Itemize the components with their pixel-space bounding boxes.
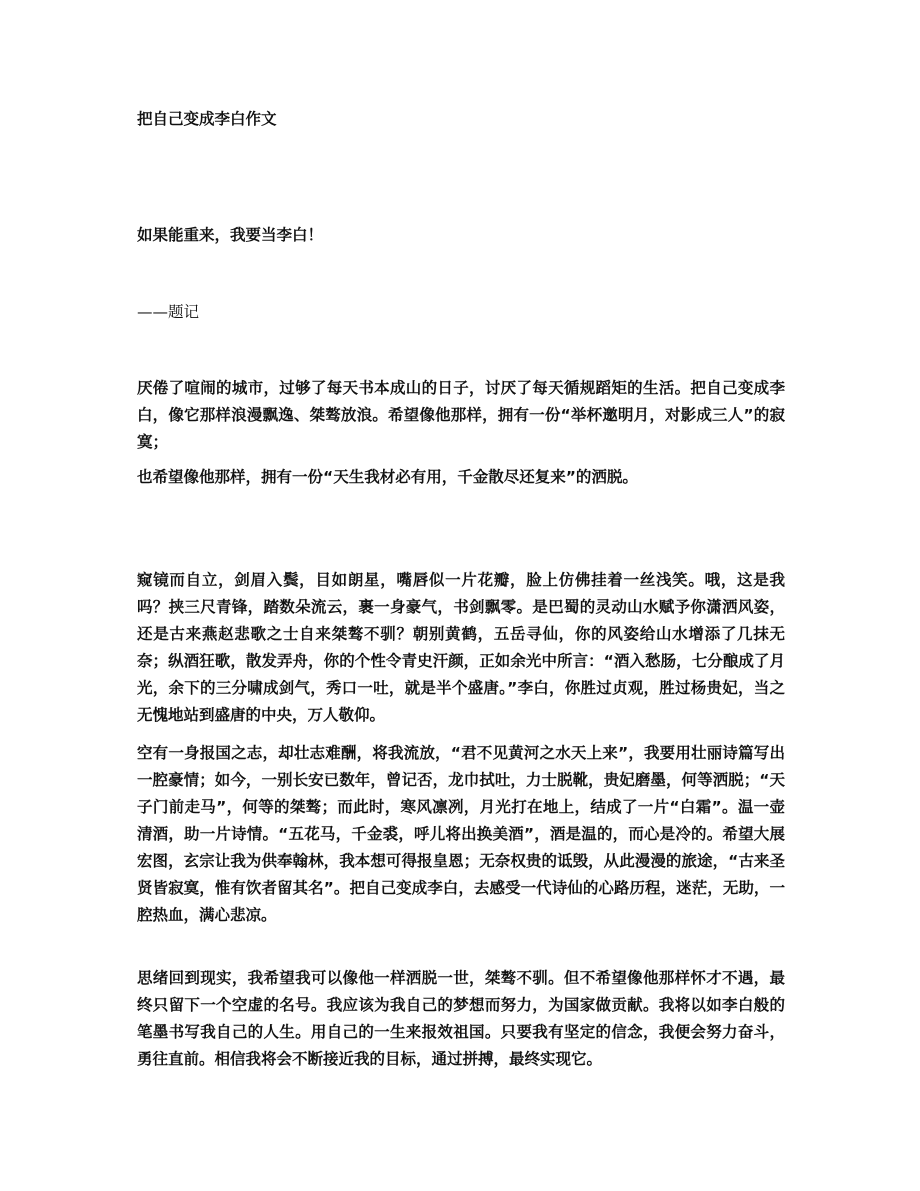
paragraph-4: 空有一身报国之志，却壮志难酬，将我流放，“君不见黄河之水天上来”，我要用壮丽诗篇写出一腔豪情；如今，一别长安已数年，曾记否，龙巾拭吐，力士脱靴，贵妃磨墨，何等洒脱；“天子门前走马”，何等的桀骜；而此时，寒风凛冽，月光打在地上，结成了一片“白霜”。温一壶清酒，助一片诗情。“五花马，千金裘，呼儿将出换美酒”，酒是温的，而心是冷的。希望大展宏图，玄宗让我为供奉翰林，我本想可得报皇恩；无奈权贵的诋毁，从此漫漫的旅途，“古来圣贤皆寂寞，惟有饮者留其名”。把自己变成李白，去感受一代诗仙的心路历程，迷茫，无助，一腔热血，满心悲凉。 xyxy=(137,744,785,924)
inscription: ——题记 xyxy=(137,303,200,321)
motto-line: 如果能重来，我要当李白！ xyxy=(137,226,324,244)
paragraph-5: 思绪回到现实，我希望我可以像他一样洒脱一世，桀骜不驯。但不希望像他那样怀才不遇，最终只留下一个空虚的名号。我应该为我自己的梦想而努力，为国家做贡献。我将以如李白般的笔墨书写我自己的人生。用自己的一生来报效祖国。只要我有坚定的信念，我便会努力奋斗，勇往直前。相信我将会不断接近我的目标，通过拼搏，最终实现它。 xyxy=(137,969,785,1068)
paragraph-2: 也希望像他那样，拥有一份“天生我材必有用，千金散尽还复来”的洒脱。 xyxy=(137,468,638,486)
paragraph-3: 窥镜而自立，剑眉入鬓，目如朗星，嘴唇似一片花瓣，脸上仿佛挂着一丝浅笑。哦，这是我吗？挟三尺青锋，踏数朵流云，裹一身豪气，书剑飘零。是巴蜀的灵动山水赋予你潇洒风姿，还是古来燕赵悲歌之士自来桀骜不驯？朝别黄鹤，五岳寻仙，你的风姿给山水增添了几抹无奈；纵酒狂歌，散发弄舟，你的个性令青史汗颜，正如余光中所言：“酒入愁肠，七分酿成了月光，余下的三分啸成剑气，秀口一吐，就是半个盛唐。”李白，你胜过贞观，胜过杨贵妃，当之无愧地站到盛唐的中央，万人敬仰。 xyxy=(137,571,785,724)
paragraph-1: 厌倦了喧闹的城市，过够了每天书本成山的日子，讨厌了每天循规蹈矩的生活。把自己变成李白，像它那样浪漫飘逸、桀骜放浪。希望像他那样，拥有一份“举杯邀明月，对影成三人”的寂寞； xyxy=(137,379,785,451)
document-title: 把自己变成李白作文 xyxy=(137,110,277,128)
